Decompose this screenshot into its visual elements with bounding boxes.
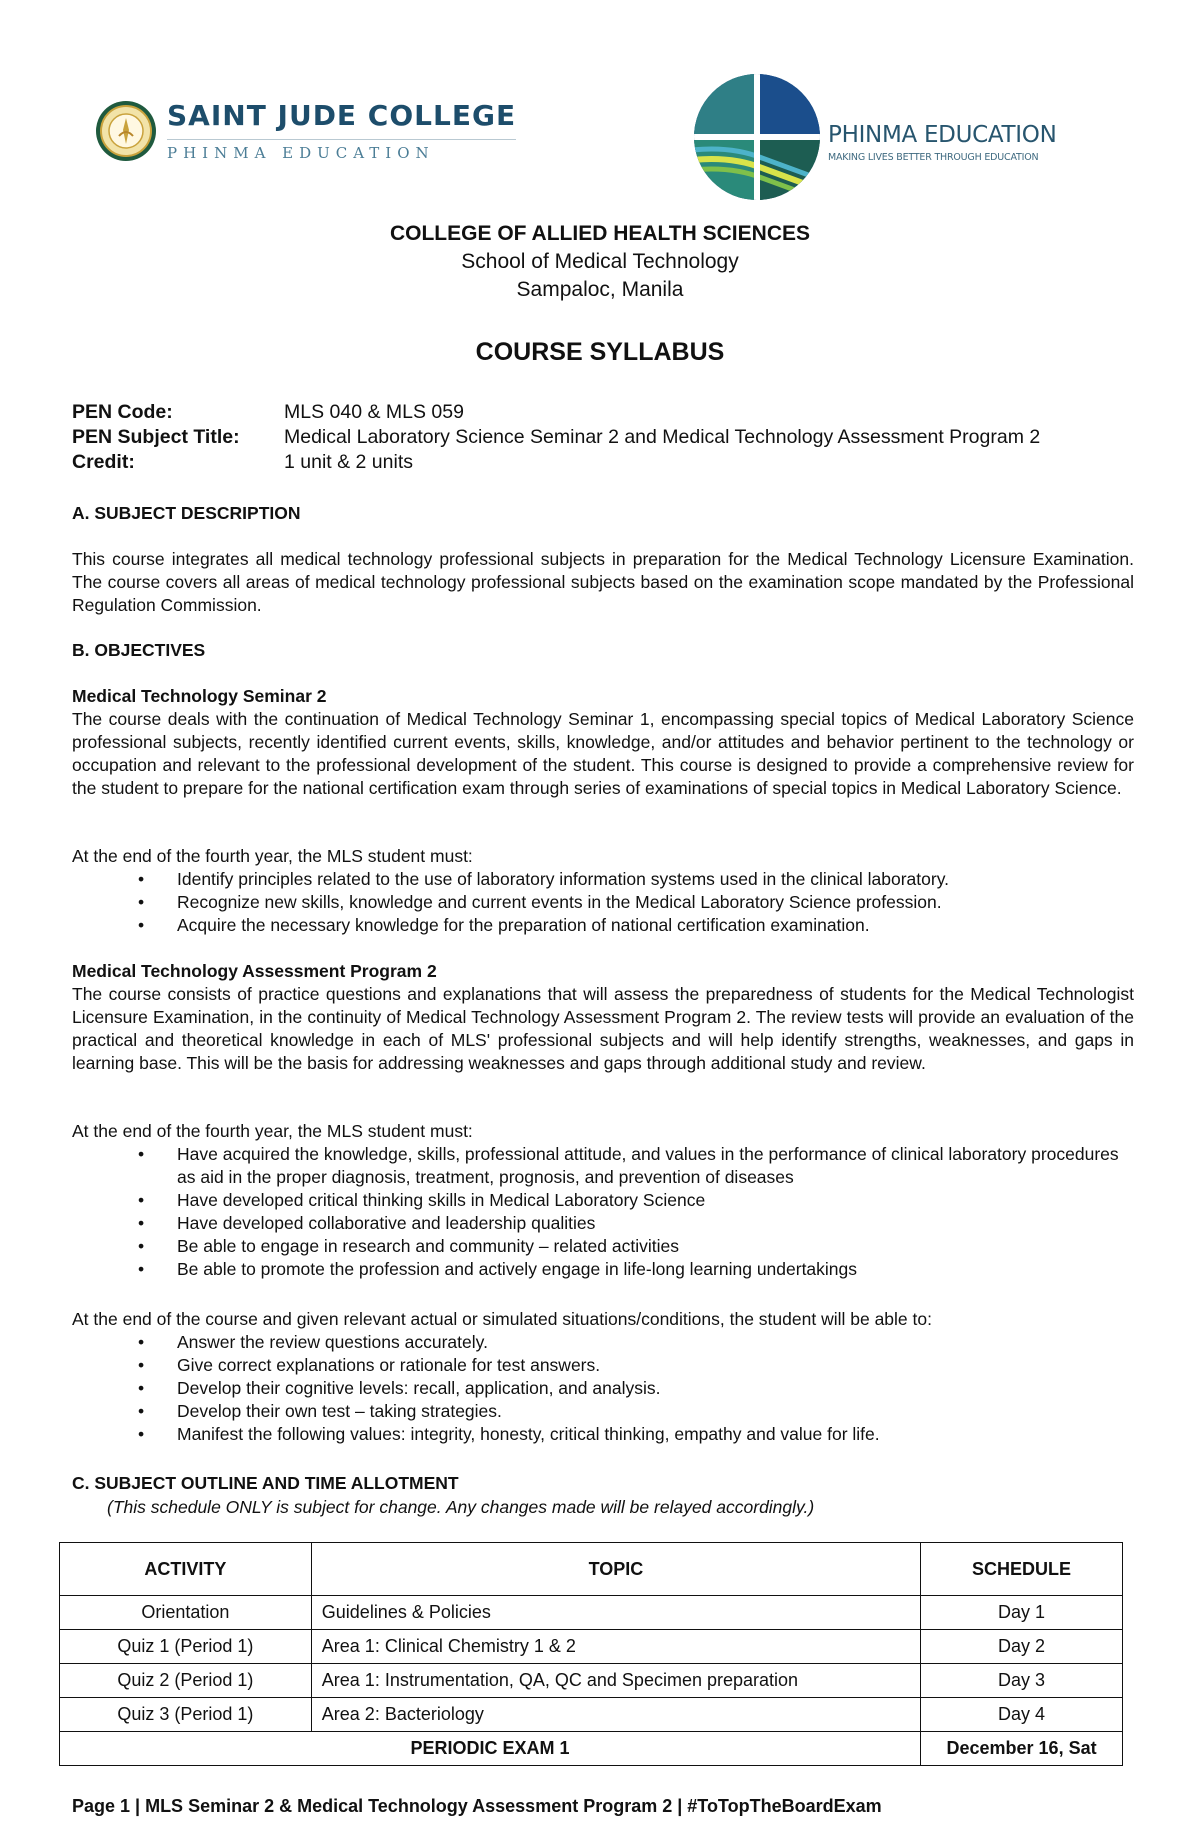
page-title: COURSE SYLLABUS <box>475 338 725 366</box>
list-item: • Have developed collaborative and leadership qualities <box>72 1212 1134 1235</box>
college-seal-icon <box>95 100 157 162</box>
list-item: • Have acquired the knowledge, skills, professional attitude, and values in the performance of clinical laboratory procedures as aid in the proper diagnosis, treatment, prognosis, and prevention of diseases <box>72 1143 1134 1189</box>
table-header-row <box>60 1543 1123 1596</box>
phinma-tagline: MAKING LIVES BETTER THROUGH EDUCATION <box>828 151 1039 163</box>
info-label: PEN Code: <box>72 401 173 423</box>
exam-row <box>60 1732 1123 1766</box>
activity-cell: Quiz 1 (Period 1) <box>60 1630 312 1664</box>
table-row <box>60 1664 1123 1698</box>
topic-cell: Area 1: Clinical Chemistry 1 & 2 <box>311 1630 920 1664</box>
list-item: • Acquire the necessary knowledge for the preparation of national certification examination. <box>72 914 1134 937</box>
objectives-intro: At the end of the fourth year, the MLS student must: <box>72 846 473 866</box>
info-label: PEN Subject Title: <box>72 426 240 448</box>
college-heading: COLLEGE OF ALLIED HEALTH SCIENCES <box>389 222 810 245</box>
topic-cell: Guidelines & Policies <box>311 1596 920 1630</box>
column-header-schedule: SCHEDULE <box>921 1543 1123 1596</box>
list-item: • Be able to engage in research and community – related activities <box>72 1235 1134 1258</box>
seminar-title: Medical Technology Seminar 2 <box>72 686 327 706</box>
info-row-title <box>72 425 1040 450</box>
activity-cell: Orientation <box>60 1596 312 1630</box>
phinma-name: PHINMA EDUCATION <box>828 121 1057 148</box>
schedule-cell: Day 4 <box>921 1698 1123 1732</box>
column-header-topic: TOPIC <box>311 1543 920 1596</box>
school-name: School of Medical Technology <box>461 250 739 273</box>
college-name: SAINT JUDE COLLEGE <box>167 98 517 132</box>
phinma-logo <box>692 68 1056 206</box>
objectives-intro: At the end of the fourth year, the MLS student must: <box>72 1121 473 1141</box>
activity-cell: Quiz 3 (Period 1) <box>60 1698 312 1732</box>
school-location: Sampaloc, Manila <box>516 278 684 301</box>
objectives-intro: At the end of the course and given relevant actual or simulated situations/conditions, the student will be able to: <box>72 1309 932 1329</box>
list-item: • Have developed critical thinking skills in Medical Laboratory Science <box>72 1189 1134 1212</box>
schedule-cell: Day 2 <box>921 1630 1123 1664</box>
section-b-heading: B. OBJECTIVES <box>72 640 206 660</box>
subject-description: This course integrates all medical technology professional subjects in preparation for the Medical Technology Licensure Examination. The course covers all areas of medical technology professional subjects based on the examination scope mandated by the Professional Regulation Commission. <box>72 549 1134 615</box>
program-description: The course consists of practice questions and explanations that will assess the preparedness of students for the Medical Technologist Licensure Examination, in the continuity of Medical Technology Assessment Program 2. The review tests will provide an evaluation of the practical and theoretical knowledge in each of MLS' professional subjects and will help identify strengths, weaknesses, and gaps in learning base. This will be the basis for addressing weaknesses and gaps through additional study and review. <box>72 984 1134 1073</box>
list-item: • Be able to promote the profession and actively engage in life-long learning undertakings <box>72 1258 1134 1281</box>
objectives-list-1 <box>72 845 1134 937</box>
schedule-table <box>59 1542 1123 1766</box>
info-value: Medical Laboratory Science Seminar 2 and Medical Technology Assessment Program 2 <box>284 426 1041 448</box>
seminar-block <box>72 685 1134 800</box>
table-row <box>60 1596 1123 1630</box>
column-header-activity: ACTIVITY <box>60 1543 312 1596</box>
section-a-heading: A. SUBJECT DESCRIPTION <box>72 503 301 523</box>
course-info <box>72 400 1040 475</box>
list-item: • Identify principles related to the use of laboratory information systems used in the clinical laboratory. <box>72 868 1134 891</box>
page-footer: Page 1 | MLS Seminar 2 & Medical Technology Assessment Program 2 | #ToTopTheBoardExam <box>72 1796 882 1816</box>
objectives-list-3 <box>72 1308 1134 1446</box>
phinma-globe-icon <box>692 68 822 206</box>
table-row <box>60 1698 1123 1732</box>
schedule-note: (This schedule ONLY is subject for change. Any changes made will be relayed accordingly.) <box>107 1497 815 1517</box>
college-subtitle: PHINMA EDUCATION <box>167 139 516 162</box>
table-row <box>60 1630 1123 1664</box>
info-row-code <box>72 400 1040 425</box>
topic-cell: Area 2: Bacteriology <box>311 1698 920 1732</box>
info-label: Credit: <box>72 451 135 473</box>
schedule-cell: Day 1 <box>921 1596 1123 1630</box>
info-row-credit <box>72 450 1040 475</box>
program-title: Medical Technology Assessment Program 2 <box>72 961 437 981</box>
list-item: • Recognize new skills, knowledge and current events in the Medical Laboratory Science profession. <box>72 891 1134 914</box>
saint-jude-logo <box>95 100 516 162</box>
topic-cell: Area 1: Instrumentation, QA, QC and Specimen preparation <box>311 1664 920 1698</box>
info-value: MLS 040 & MLS 059 <box>284 401 464 423</box>
list-item: • Develop their cognitive levels: recall, application, and analysis. <box>72 1377 1134 1400</box>
activity-cell: Quiz 2 (Period 1) <box>60 1664 312 1698</box>
schedule-cell: Day 3 <box>921 1664 1123 1698</box>
list-item: • Answer the review questions accurately. <box>72 1331 1134 1354</box>
seminar-description: The course deals with the continuation of Medical Technology Seminar 1, encompassing special topics of Medical Laboratory Science professional subjects, recently identified current events, skills, knowledge, and/or attitudes and behavior pertinent to the technology or occupation and relevant to the professional development of the student. This course is designed to provide a comprehensive review for the student to prepare for the national certification exam through series of examinations of special topics in Medical Laboratory Science. <box>72 709 1134 798</box>
list-item: • Manifest the following values: integrity, honesty, critical thinking, empathy and value for life. <box>72 1423 1134 1446</box>
info-value: 1 unit & 2 units <box>284 451 413 473</box>
exam-schedule: December 16, Sat <box>921 1732 1123 1766</box>
section-c-heading: C. SUBJECT OUTLINE AND TIME ALLOTMENT <box>72 1473 459 1493</box>
list-item: • Give correct explanations or rationale for test answers. <box>72 1354 1134 1377</box>
objectives-list-2 <box>72 1120 1134 1281</box>
program-block <box>72 960 1134 1075</box>
list-item: • Develop their own test – taking strategies. <box>72 1400 1134 1423</box>
exam-label: PERIODIC EXAM 1 <box>60 1732 921 1766</box>
